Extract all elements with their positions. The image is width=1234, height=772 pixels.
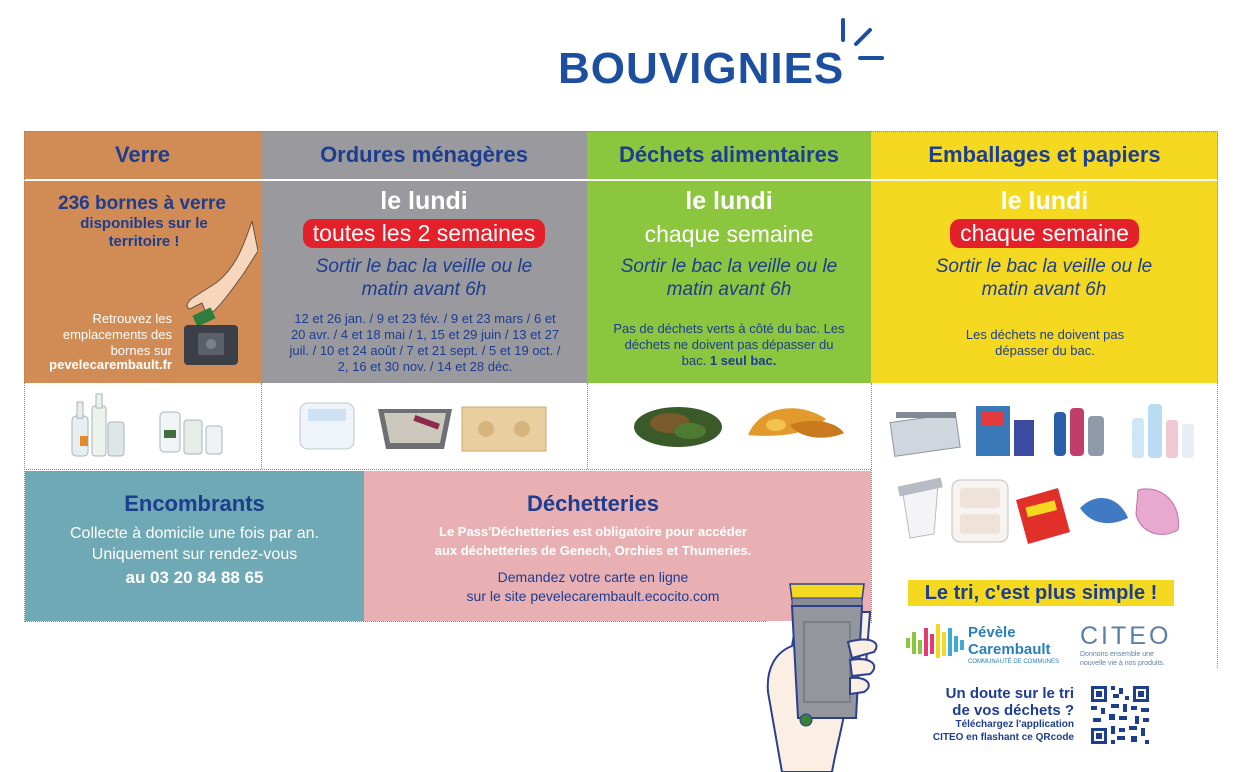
- encombrants-line1: Collecte à domicile une fois par an.: [69, 525, 320, 542]
- verre-title: Verre: [114, 142, 171, 167]
- qr-code-icon[interactable]: [1089, 684, 1151, 746]
- alimentaires-title: Déchets alimentaires: [618, 142, 840, 167]
- alimentaires-note-text: Pas de déchets verts à côté du bac. Les déchets ne doivent pas dépasser du bac.: [613, 321, 845, 368]
- verre-panel: [24, 181, 261, 383]
- qr-line2: de vos déchets ?: [952, 702, 1074, 719]
- grid-line: [261, 383, 262, 469]
- citeo-logo: CITEO: [1080, 622, 1172, 650]
- dechetteries-line1: Le Pass'Déchetteries est obligatoire pour accéder: [439, 524, 747, 539]
- dechetteries-line2: aux déchetteries de Genech, Orchies et Thumeries.: [434, 543, 752, 558]
- pevele-line1: Pévèle: [968, 624, 1016, 641]
- qr-line4: CITEO en flashant ce QRcode: [932, 732, 1074, 743]
- food-waste-photo: [630, 395, 850, 455]
- qr-line1: Un doute sur le tri: [945, 685, 1074, 702]
- verre-site: pevelecarembault.fr: [49, 357, 172, 372]
- packaging-photo-top: [886, 398, 1202, 464]
- verre-subline: disponibles sur le territoire !: [80, 215, 208, 250]
- pevele-logo-mark: [904, 620, 966, 666]
- dechetteries-line4: sur le site pevelecarembault.ecocito.com: [466, 588, 720, 604]
- spark-icon: [838, 18, 884, 68]
- emballages-note: Les déchets ne doivent pas dépasser du bac.: [965, 327, 1125, 358]
- citeo-sub1: Donnons ensemble une: [1080, 651, 1154, 658]
- verre-headline: 236 bornes à verre: [58, 193, 226, 214]
- encombrants-panel: [25, 471, 364, 621]
- citeo-sub2: nouvelle vie à nos produits.: [1080, 660, 1165, 667]
- grid-line: [587, 383, 588, 469]
- emballages-panel: [871, 181, 1218, 383]
- ordures-header: [261, 131, 587, 179]
- encombrants-title: Encombrants: [124, 491, 265, 516]
- alimentaires-header: [587, 131, 871, 179]
- ordures-dates: 12 et 26 jan. / 9 et 23 fév. / 9 et 23 mars / 6 et 20 avr. / 4 et 18 mai / 1, 15 et 29 juin / 13 et 27 juil. / 10 et 24 août / 7 et 21 sept. / 5 et 19 oct. / 2, 16 et 30 nov. / 14 et 28 déc.: [289, 311, 561, 374]
- encombrants-line2: Uniquement sur rendez-vous: [91, 546, 298, 563]
- emballages-header: [871, 131, 1218, 179]
- household-waste-photo: [296, 395, 556, 459]
- dechetteries-title: Déchetteries: [526, 491, 660, 516]
- qr-line3: Téléchargez l'application: [955, 719, 1074, 730]
- grid-line: [1217, 131, 1218, 668]
- glass-bin-illustration: [154, 221, 258, 371]
- alimentaires-frequency: chaque semaine: [644, 221, 814, 247]
- dechetteries-line3: Demandez votre carte en ligne: [497, 569, 689, 585]
- glass-bottles-photo: [60, 392, 240, 462]
- ordures-frequency: toutes les 2 semaines: [303, 219, 545, 248]
- alimentaires-day: le lundi: [685, 187, 773, 215]
- verre-note: Retrouvez les emplacements des bornes sur: [62, 311, 172, 358]
- ordures-day: le lundi: [380, 187, 468, 215]
- emballages-title: Emballages et papiers: [928, 142, 1161, 167]
- alimentaires-note: [613, 321, 845, 369]
- grid-line: [24, 469, 871, 470]
- pevele-sub: COMMUNAUTÉ DE COMMUNES: [968, 659, 1059, 665]
- grid-line: [24, 621, 766, 622]
- town-title: BOUVIGNIES: [558, 44, 845, 93]
- alimentaires-note-bold: 1 seul bac.: [709, 353, 777, 368]
- tri-slogan: Le tri, c'est plus simple !: [908, 580, 1174, 606]
- grid-line: [24, 131, 1218, 132]
- emballages-frequency: chaque semaine: [950, 219, 1139, 248]
- ordures-panel: [261, 181, 587, 383]
- ordures-instruction: Sortir le bac la veille ou le matin avant 6h: [315, 256, 533, 300]
- pevele-line2: Carembault: [968, 641, 1051, 658]
- verre-header: [24, 131, 261, 179]
- hand-bin-illustration: [752, 572, 884, 772]
- alimentaires-panel: [587, 181, 871, 383]
- packaging-photo-bottom: [892, 474, 1188, 550]
- alimentaires-instruction: Sortir le bac la veille ou le matin avant 6h: [620, 256, 838, 300]
- emballages-day: le lundi: [1000, 187, 1089, 215]
- encombrants-phone: au 03 20 84 88 65: [125, 568, 264, 587]
- ordures-title: Ordures ménagères: [320, 142, 528, 167]
- emballages-instruction: Sortir le bac la veille ou le matin avant 6h: [935, 256, 1153, 300]
